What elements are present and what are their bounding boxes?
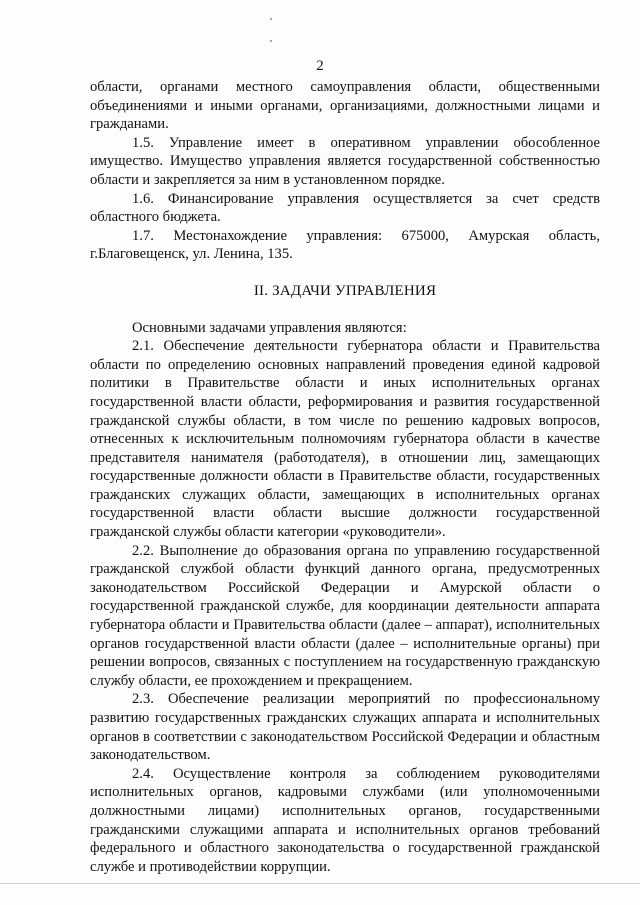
page-number: 2 <box>316 58 324 74</box>
scan-speck <box>270 18 272 20</box>
document-body <box>90 78 600 876</box>
paragraph-continuation: области, органами местного самоуправления области, общественными объединениями и иными органами, организациями, должностными лицами и гражданами. <box>90 79 600 133</box>
scan-speck <box>270 40 272 42</box>
section-heading: II. ЗАДАЧИ УПРАВЛЕНИЯ <box>253 282 437 299</box>
paragraph-1-5: 1.5. Управление имеет в оперативном управлении обособленное имущество. Имущество управления является государственной собственностью области и закрепляется за ним в установленном порядке. <box>90 134 600 188</box>
paragraph-tasks-intro: Основными задачами управления являются: <box>132 319 407 336</box>
paragraph-1-7: 1.7. Местонахождение управления: 675000, Амурская область, г.Благовещенск, ул. Ленина, 135. <box>90 227 600 263</box>
paragraph-1-6: 1.6. Финансирование управления осуществляется за счет средств областного бюджета. <box>90 190 600 226</box>
paragraph-2-4: 2.4. Осуществление контроля за соблюдением руководителями исполнительных органов, кадровыми службами (или уполномоченными должностными лицами) исполнительных органов, государственными гражданскими служащими аппарата и исполнительных органов требований федерального и областного законодательства о государственной гражданской службе и противодействии коррупции. <box>90 765 600 875</box>
scan-edge-line <box>0 883 640 884</box>
paragraph-2-3: 2.3. Обеспечение реализации мероприятий по профессиональному развитию государственных гражданских служащих аппарата и исполнительных органов в соответствии с законодательством Российской Федерации и областным законодательством. <box>90 691 600 764</box>
paragraph-2-2: 2.2. Выполнение до образования органа по управлению государственной гражданской службой области функций данного органа, предусмотренных законодательством Российской Федерации и Амурской области о государственной гражданской службе, для координации деятельности аппарата губернатора области и Правительства области (далее – аппарат), исполнительных органов государственной власти области (далее – исполнительные органы) при решении вопросов, связанных с поступлением на государственную гражданскую службу области, ее прохождением и прекращением. <box>90 542 600 689</box>
paragraph-2-1: 2.1. Обеспечение деятельности губернатора области и Правительства области по определению основных направлений проведения единой кадровой политики в Правительстве области и иных исполнительных органах государственной власти области, реформирования и развития государственной гражданской службы области, в том числе по решению кадровых вопросов, отнесенных к исключительным полномочиям губернатора области в качестве представителя нанимателя (работодателя), в отношении лиц, замещающих государственные должности области в Правительстве области, государственных гражданских служащих области, замещающих в исполнительных органах государственной власти области высшие должности государственной гражданской службы области категории «руководители». <box>90 338 600 541</box>
